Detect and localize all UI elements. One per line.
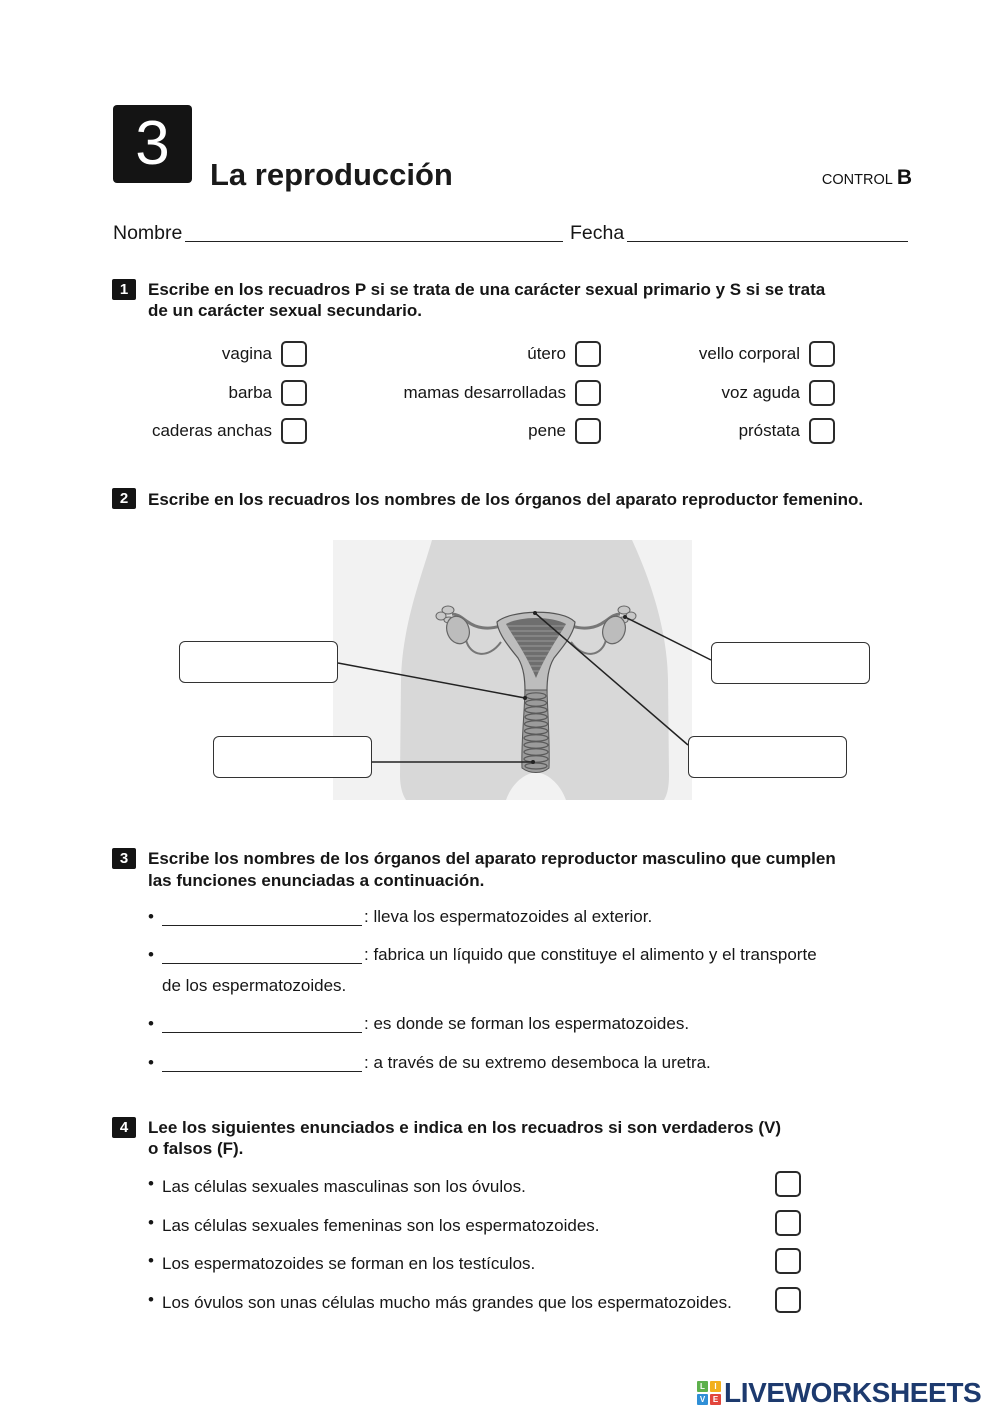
- logo-tile: I: [710, 1381, 721, 1392]
- characteristic-label: barba: [228, 382, 272, 402]
- liveworksheets-icon: [697, 1381, 721, 1405]
- logo-tile: L: [697, 1381, 708, 1392]
- bullet: •: [148, 945, 154, 964]
- date-blank[interactable]: [627, 241, 908, 242]
- exercise-number-badge: 4: [112, 1117, 136, 1138]
- true-false-box[interactable]: [775, 1210, 801, 1236]
- instruction-line: Lee los siguientes enunciados e indica en los recuadros si son verdaderos (V): [148, 1118, 781, 1137]
- control-label: [822, 167, 912, 191]
- organ-answer-blank[interactable]: [162, 1020, 362, 1033]
- instruction-line: de un carácter sexual secundario.: [148, 301, 423, 320]
- control-text: CONTROL: [821, 172, 893, 188]
- answer-box[interactable]: [809, 418, 835, 444]
- characteristic-item: [601, 412, 835, 451]
- organ-answer-blank[interactable]: [162, 1059, 362, 1072]
- characteristic-label: pene: [528, 421, 566, 441]
- instruction-line: las funciones enunciadas a continuación.: [148, 871, 485, 890]
- true-false-box[interactable]: [775, 1248, 801, 1274]
- logo-tile: V: [697, 1394, 708, 1405]
- statement-text: Los óvulos son unas células mucho más grandes que los espermatozoides.: [162, 1293, 732, 1312]
- answer-box[interactable]: [809, 380, 835, 406]
- organ-label-box-left-bottom[interactable]: [213, 736, 372, 778]
- function-item: [148, 1014, 689, 1034]
- function-text: : es donde se forman los espermatozoides.: [364, 1014, 690, 1033]
- statement-text: Las células sexuales masculinas son los óvulos.: [162, 1177, 526, 1196]
- true-false-box[interactable]: [775, 1287, 801, 1313]
- function-text: : fabrica un líquido que constituye el alimento y el transporte: [364, 945, 817, 964]
- statement-row: [148, 1171, 801, 1197]
- characteristic-label: voz aguda: [721, 382, 800, 402]
- date-label: Fecha: [570, 222, 625, 244]
- organ-answer-blank[interactable]: [162, 913, 362, 926]
- function-text: : lleva los espermatozoides al exterior.: [364, 907, 653, 926]
- exercise-instruction: [148, 279, 825, 321]
- answer-box[interactable]: [281, 380, 307, 406]
- exercise-number-badge: 3: [112, 848, 136, 869]
- answer-box[interactable]: [575, 418, 601, 444]
- characteristic-label: útero: [527, 344, 566, 364]
- name-blank[interactable]: [185, 241, 563, 242]
- liveworksheets-logo[interactable]: [697, 1378, 981, 1408]
- control-letter: B: [896, 166, 912, 189]
- bullet: •: [148, 1213, 154, 1232]
- answer-box[interactable]: [575, 341, 601, 367]
- exercise-instruction: [148, 489, 863, 510]
- statement-row: [148, 1210, 801, 1236]
- characteristic-item: [307, 374, 601, 413]
- exercise-instruction: [148, 848, 836, 892]
- organ-label-box-left-top[interactable]: [179, 641, 338, 683]
- bullet: •: [148, 1053, 154, 1072]
- name-label: Nombre: [113, 222, 183, 244]
- exercise-number-badge: 1: [112, 279, 136, 300]
- characteristic-item: [0, 335, 307, 374]
- organ-label-box-right-bottom[interactable]: [688, 736, 847, 778]
- function-item: [148, 907, 652, 927]
- answer-box[interactable]: [281, 418, 307, 444]
- characteristic-item: [0, 412, 307, 451]
- function-item: [148, 945, 817, 965]
- characteristics-grid: [0, 335, 835, 451]
- characteristic-label: vello corporal: [698, 344, 800, 364]
- characteristic-item: [601, 374, 835, 413]
- function-text-continuation: de los espermatozoides.: [162, 976, 347, 995]
- answer-box[interactable]: [809, 341, 835, 367]
- logo-tile: E: [710, 1394, 721, 1405]
- answer-box[interactable]: [281, 341, 307, 367]
- bullet: •: [148, 1174, 154, 1193]
- bullet: •: [148, 907, 154, 926]
- instruction-line: Escribe los nombres de los órganos del aparato reproductor masculino que cumplen: [148, 849, 836, 868]
- statement-row: [148, 1248, 801, 1274]
- answer-box[interactable]: [575, 380, 601, 406]
- brand-name: LIVEWORKSHEETS: [724, 1377, 982, 1408]
- function-item: [148, 1053, 711, 1073]
- unit-number-badge: 3: [113, 105, 192, 183]
- characteristic-label: vagina: [221, 344, 272, 364]
- characteristic-item: [601, 335, 835, 374]
- true-false-box[interactable]: [775, 1171, 801, 1197]
- function-text: : a través de su extremo desemboca la uretra.: [364, 1053, 711, 1072]
- characteristic-label: caderas anchas: [151, 421, 272, 441]
- bullet: •: [148, 1014, 154, 1033]
- instruction-line: Escribe en los recuadros los nombres de los órganos del aparato reproductor femenino.: [148, 490, 864, 509]
- characteristic-label: mamas desarrolladas: [403, 382, 566, 402]
- characteristic-label: próstata: [738, 421, 800, 441]
- statement-text: Las células sexuales femeninas son los espermatozoides.: [162, 1216, 600, 1235]
- page-title: La reproducción: [210, 157, 453, 192]
- statement-text: Los espermatozoides se forman en los testículos.: [162, 1254, 536, 1273]
- organ-answer-blank[interactable]: [162, 951, 362, 964]
- exercise-number-badge: 2: [112, 488, 136, 509]
- exercise-instruction: [148, 1117, 781, 1159]
- organ-label-box-right-top[interactable]: [711, 642, 870, 684]
- instruction-line: o falsos (F).: [148, 1139, 244, 1158]
- instruction-line: Escribe en los recuadros P si se trata de una carácter sexual primario y S si se trata: [148, 280, 826, 299]
- characteristic-item: [307, 412, 601, 451]
- bullet: •: [148, 1251, 154, 1270]
- bullet: •: [148, 1290, 154, 1309]
- characteristic-item: [0, 374, 307, 413]
- characteristic-item: [307, 335, 601, 374]
- statement-row: [148, 1287, 801, 1313]
